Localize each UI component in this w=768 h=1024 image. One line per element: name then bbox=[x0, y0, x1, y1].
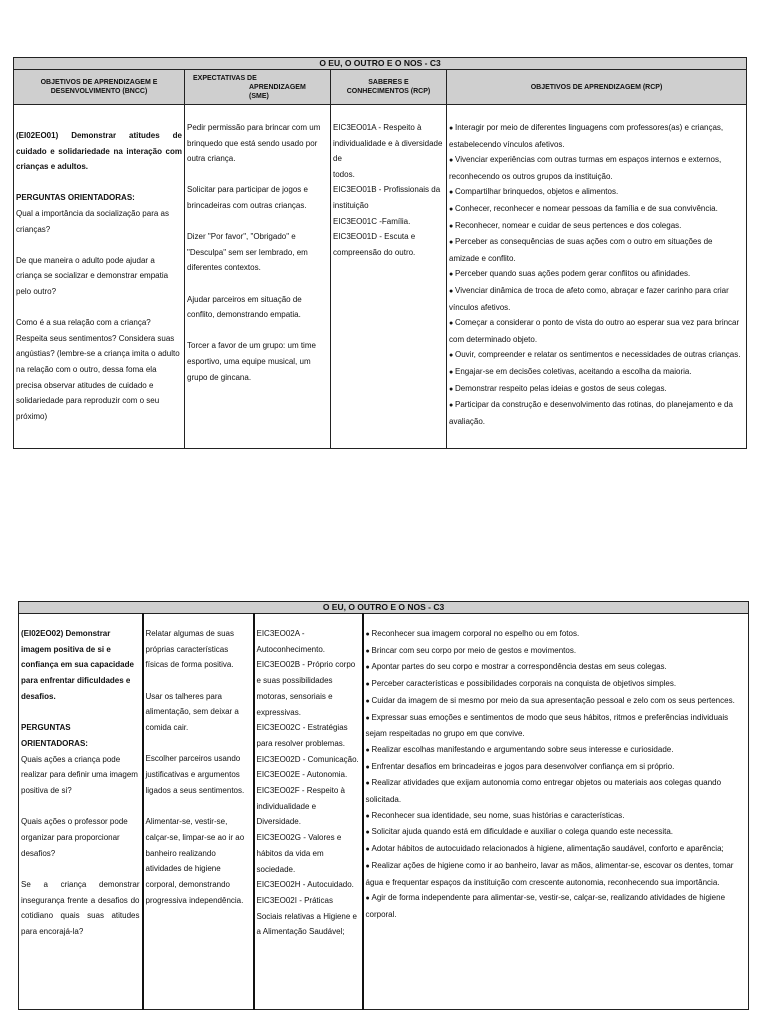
expectation-item: Relatar algumas de suas próprias características físicas de forma positiva. bbox=[145, 629, 234, 670]
list-item bbox=[449, 266, 744, 283]
question-item: Se a criança demonstrar insegurança frente a desafios do cotidiano quais suas atitudes para encorajá-la? bbox=[21, 879, 140, 937]
list-item bbox=[366, 775, 747, 807]
list-item bbox=[366, 858, 747, 890]
bullet-icon: ● bbox=[449, 385, 454, 393]
bullet-icon: ● bbox=[365, 714, 370, 722]
list-item-text: Agir de forma independente para alimentar-se, vestir-se, calçar-se, realizando atividades de higiene corporal. bbox=[365, 893, 726, 919]
objective-code: (EI02EO01) Demonstrar atitudes de cuidado e solidariedade na interação com crianças e adultos. bbox=[16, 131, 182, 172]
question-item: Quais ações a criança pode realizar para definir uma imagem positiva de si? bbox=[21, 754, 138, 795]
bncc-column bbox=[19, 614, 143, 1010]
list-item-text: Vivenciar dinâmica de troca de afeto como, abraçar e fazer carinho para criar vínculos afetivos. bbox=[449, 285, 729, 312]
expectation-item: Escolher parceiros usando justificativas e argumentos ligados a seus sentimentos. bbox=[145, 754, 245, 795]
questions-title: PERGUNTAS ORIENTADORAS: bbox=[16, 193, 135, 203]
list-item-text: Brincar com seu corpo por meio de gestos e movimentos. bbox=[371, 645, 577, 655]
bullet-icon: ● bbox=[449, 222, 454, 230]
bullet-icon: ● bbox=[449, 239, 454, 247]
bullet-icon: ● bbox=[449, 402, 454, 410]
expectation-item: Ajudar parceiros em situação de conflito, demonstrando empatia. bbox=[187, 294, 302, 320]
bullet-icon: ● bbox=[449, 189, 454, 197]
objective-code: (EI02EO02) Demonstrar imagem positiva de si e confiança em sua capacidade para enfrentar dificuldades e desafios. bbox=[21, 629, 134, 701]
list-item bbox=[366, 890, 747, 922]
list-item-text: Ouvir, compreender e relatar os sentimentos e necessidades de outras crianças. bbox=[455, 350, 741, 360]
list-item bbox=[449, 283, 744, 315]
knowledge-item: EIC3EO02G - Valores e hábitos da vida em sociedade. bbox=[256, 833, 342, 874]
list-item bbox=[449, 120, 744, 152]
list-item bbox=[366, 824, 747, 841]
question-item: Qual a importância da socialização para as crianças? bbox=[16, 208, 169, 234]
knowledge-item: EIC3EO02E - Autonomia. bbox=[256, 770, 348, 780]
table-title: O EU, O OUTRO E O NOS - C3 bbox=[19, 602, 749, 614]
bullet-icon: ● bbox=[365, 647, 370, 655]
list-item-text: Reconhecer, nomear e cuidar de seus pertences e dos colegas. bbox=[455, 220, 682, 230]
list-item bbox=[449, 315, 744, 347]
knowledge-item: EIC3EO02B - Próprio corpo e suas possibilidades motoras, sensoriais e expressivas. bbox=[256, 660, 356, 717]
list-item-text: Interagir por meio de diferentes linguagens com professores(as) e crianças, estabelecendo vínculos afetivos. bbox=[449, 123, 724, 149]
list-item bbox=[366, 808, 747, 825]
bullet-icon: ● bbox=[365, 895, 370, 903]
list-item-text: Realizar ações de higiene como ir ao banheiro, lavar as mãos, alimentar-se, escovar os dentes, tomar água e frequentar espaços da instituição com crescente autonomia, reconhecendo sua importância. bbox=[365, 860, 734, 887]
list-item-text: Cuidar da imagem de si mesmo por meio da sua apresentação pessoal e zelo com os seus pertences. bbox=[371, 695, 735, 705]
rcp-objectives-column bbox=[447, 105, 747, 449]
list-item bbox=[366, 626, 747, 643]
knowledge-item: EIC3EO02C - Estratégias para resolver problemas. bbox=[256, 723, 348, 748]
question-item: Quais ações o professor pode organizar para proporcionar desafios? bbox=[21, 817, 128, 858]
list-item bbox=[449, 234, 744, 266]
list-item bbox=[366, 742, 747, 759]
list-item bbox=[366, 759, 747, 776]
table-title: O EU, O OUTRO E O NOS - C3 bbox=[14, 58, 747, 70]
list-item bbox=[449, 347, 744, 364]
bullet-icon: ● bbox=[365, 746, 370, 754]
list-item-text: Perceber quando suas ações podem gerar conflitos ou afinidades. bbox=[455, 269, 691, 279]
list-item-text: Perceber as consequências de suas ações com o outro em situações de amizade e conflito. bbox=[449, 237, 713, 263]
list-item bbox=[449, 364, 744, 381]
list-item-text: Reconhecer sua identidade, seu nome, suas histórias e características. bbox=[371, 810, 625, 820]
header-sme bbox=[185, 70, 331, 105]
list-item bbox=[366, 676, 747, 693]
bullet-icon: ● bbox=[365, 631, 370, 638]
question-item: De que maneira o adulto pode ajudar a criança se socializar e demonstrar empatia pelo outro? bbox=[16, 255, 169, 296]
list-item-text: Perceber características e possibilidades corporais na conquista de objetivos simples. bbox=[371, 679, 677, 689]
list-item bbox=[366, 693, 747, 710]
list-item bbox=[449, 381, 744, 398]
list-item-text: Demonstrar respeito pelas ideias e gostos de seus colegas. bbox=[455, 383, 667, 393]
header-sme-line-3: (SME) bbox=[249, 92, 269, 100]
expectation-item: Torcer a favor de um grupo: um time esportivo, uma equipe musical, um grupo de gincana. bbox=[187, 341, 316, 382]
bullet-icon: ● bbox=[449, 287, 454, 295]
list-item-text: Realizar atividades que exijam autonomia como entregar objetos ou materiais aos colegas quando solicitada. bbox=[365, 778, 722, 805]
list-item bbox=[366, 659, 747, 676]
list-item-text: Expressar suas emoções e sentimentos de modo que seus hábitos, ritmos e preferências individuais sejam respeitadas no grupo em que convive. bbox=[365, 712, 729, 739]
list-item-text: Compartilhar brinquedos, objetos e alimentos. bbox=[455, 187, 619, 197]
bullet-icon: ● bbox=[365, 697, 370, 705]
list-item bbox=[449, 201, 744, 218]
list-item-text: Adotar hábitos de autocuidado relacionados à higiene, alimentação saudável, conforto e aparência; bbox=[371, 844, 724, 854]
list-item bbox=[366, 710, 747, 742]
list-item-text: Realizar escolhas manifestando e argumentando sobre seus interesse e curiosidade. bbox=[371, 744, 674, 754]
header-rcp-line-1: SABERES E bbox=[368, 79, 409, 86]
knowledge-item: EIC3EO01C -Família. bbox=[333, 216, 411, 226]
knowledge-item: EIC3EO02H - Autocuidado. bbox=[256, 880, 354, 890]
list-item-text: Enfrentar desafios em brincadeiras e jogos para desenvolver confiança em si próprio. bbox=[371, 761, 675, 771]
question-item: Como é a sua relação com a criança? Respeita seus sentimentos? Considera suas angústias? (lembre-se a criança imita o adulto na relação com o outro, dessa foma ela precisa observar atitudes de cuidado e solidariedade para reproduzir com o seu próximo) bbox=[16, 318, 180, 421]
bullet-icon: ● bbox=[449, 271, 454, 279]
knowledge-item: EIC3EO01A - Respeito à individualidade e à diversidade de bbox=[333, 123, 443, 164]
rcp-objectives-column bbox=[363, 614, 749, 1010]
sme-column bbox=[185, 105, 331, 449]
header-rcp-knowledge bbox=[331, 70, 447, 105]
expectation-item: Alimentar-se, vestir-se, calçar-se, limpar-se ao ir ao banheiro realizando atividades de higiene corporal, demonstrando progressiva independência. bbox=[145, 817, 245, 905]
knowledge-column bbox=[331, 105, 447, 449]
bullet-icon: ● bbox=[365, 862, 370, 870]
bullet-icon: ● bbox=[449, 205, 454, 213]
curriculum-table-2 bbox=[18, 601, 749, 1010]
bullet-icon: ● bbox=[365, 846, 370, 854]
list-item-text: Vivenciar experiências com outras turmas em espaços internos e externos, reconhecendo os outros grupos da instituição. bbox=[449, 155, 722, 181]
bullet-icon: ● bbox=[449, 368, 454, 376]
questions-title: PERGUNTAS ORIENTADORAS: bbox=[21, 723, 88, 748]
bullet-icon: ● bbox=[365, 763, 370, 771]
list-item-text: Solicitar ajuda quando está em dificuldade e auxiliar o colega quando este necessita. bbox=[371, 827, 674, 837]
list-item-text: Conhecer, reconhecer e nomear pessoas da família e de sua convivência. bbox=[455, 203, 718, 213]
curriculum-table-1 bbox=[13, 57, 747, 449]
list-item-text: Reconhecer sua imagem corporal no espelho ou em fotos. bbox=[371, 629, 580, 638]
header-bncc: OBJETIVOS DE APRENDIZAGEM E DESENVOLVIMENTO (BNCC) bbox=[14, 70, 185, 105]
list-item-text: Participar da construção e desenvolvimento das rotinas, do planejamento e da avaliação. bbox=[449, 400, 733, 426]
knowledge-item: EIC3EO02F - Respeito à individualidade e Diversidade. bbox=[256, 786, 345, 827]
list-item bbox=[449, 397, 744, 429]
header-sme-line-2: APRENDIZAGEM bbox=[249, 83, 306, 91]
list-item bbox=[449, 152, 744, 184]
bullet-icon: ● bbox=[365, 664, 370, 672]
expectation-item: Pedir permissão para brincar com um brinquedo que está sendo usado por outra criança. bbox=[187, 123, 321, 164]
list-item-text: Engajar-se em decisões coletivas, aceitando a escolha da maioria. bbox=[455, 366, 692, 376]
list-item bbox=[449, 218, 744, 235]
list-item bbox=[449, 184, 744, 201]
header-rcp-objectives: OBJETIVOS DE APRENDIZAGEM (RCP) bbox=[447, 70, 747, 105]
bullet-icon: ● bbox=[365, 829, 370, 837]
knowledge-item: todos. bbox=[333, 169, 355, 179]
header-rcp-line-2: CONHECIMENTOS (RCP) bbox=[346, 88, 431, 95]
bullet-icon: ● bbox=[449, 320, 454, 328]
list-item-text: Apontar partes do seu corpo e mostrar a correspondência destas em seus colegas. bbox=[371, 662, 667, 672]
bullet-icon: ● bbox=[365, 812, 370, 820]
list-item bbox=[366, 841, 747, 858]
bullet-icon: ● bbox=[449, 157, 454, 165]
bullet-icon: ● bbox=[365, 780, 370, 788]
knowledge-item: EIC3EO02A - Autoconhecimento. bbox=[256, 629, 325, 654]
sme-column bbox=[143, 614, 254, 1010]
list-item bbox=[366, 643, 747, 660]
knowledge-column bbox=[254, 614, 363, 1010]
bullet-icon: ● bbox=[449, 352, 454, 360]
knowledge-item: EIC3EO01B - Profissionais da instituição bbox=[333, 185, 441, 210]
bullet-icon: ● bbox=[365, 681, 370, 689]
expectation-item: Dizer "Por favor", "Obrigado" e "Desculpa" sem ser lembrado, em diferentes contextos. bbox=[187, 232, 308, 273]
header-sme-line-1: EXPECTATIVAS DE bbox=[193, 74, 257, 82]
knowledge-item: EIC3EO02D - Comunicação. bbox=[256, 754, 359, 764]
bullet-icon: ● bbox=[449, 125, 454, 132]
knowledge-item: EIC3EO01D - Escuta e compreensão do outro. bbox=[333, 232, 416, 257]
expectation-item: Usar os talheres para alimentação, sem deixar a comida cair. bbox=[145, 691, 239, 733]
expectation-item: Solicitar para participar de jogos e brincadeiras com outras crianças. bbox=[187, 185, 308, 210]
knowledge-item: EIC3EO02I - Práticas Sociais relativas a Higiene e a Alimentação Saudável; bbox=[256, 895, 357, 937]
list-item-text: Começar a considerar o ponto de vista do outro ao esperar sua vez para brincar com determinado objeto. bbox=[449, 318, 740, 344]
bncc-column bbox=[14, 105, 185, 449]
